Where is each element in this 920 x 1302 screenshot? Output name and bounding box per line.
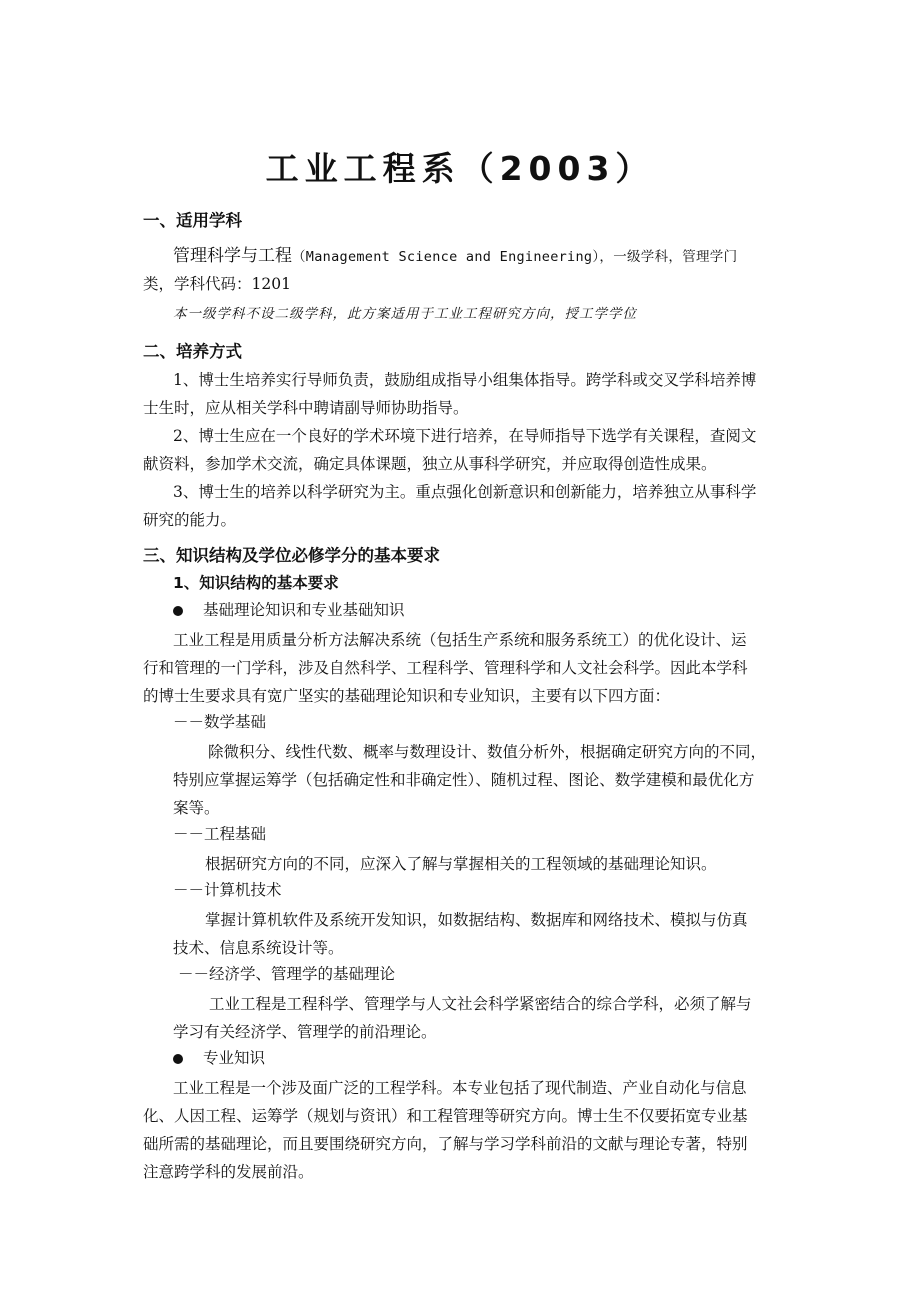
bullet-professional-knowledge-label: 专业知识 bbox=[203, 1049, 266, 1067]
bullet-dot-icon bbox=[173, 606, 183, 616]
prof-line-4: 注意跨学科的发展前沿。 bbox=[143, 1163, 314, 1181]
bullet-professional-knowledge bbox=[173, 1046, 265, 1068]
section1-heading: 一、适用学科 bbox=[143, 211, 242, 230]
training-item-2-line1: 2、博士生应在一个良好的学术环境下进行培养，在导师指导下选学有关课程，查阅文 bbox=[173, 427, 757, 445]
intro-line-1: 工业工程是用质量分析方法解决系统（包括生产系统和服务系统工）的优化设计、运 bbox=[173, 631, 747, 649]
section2-heading: 二、培养方式 bbox=[143, 342, 242, 361]
math-line-2: 特别应掌握运筹学（包括确定性和非确定性）、随机过程、图论、数学建模和最优化方 bbox=[173, 771, 755, 789]
bullet-basic-knowledge bbox=[173, 598, 405, 620]
training-item-1-line1: 1、博士生培养实行导师负责，鼓励组成指导小组集体指导。跨学科或交叉学科培养博 bbox=[173, 371, 757, 389]
prof-line-3: 础所需的基础理论，而且要围绕研究方向，了解与学习学科前沿的文献与理论专著，特别 bbox=[143, 1135, 748, 1153]
training-item-1-line2: 士生时，应从相关学科中聘请副导师协助指导。 bbox=[143, 399, 469, 417]
math-label: －－数学基础 bbox=[173, 713, 267, 731]
bullet-basic-knowledge-label: 基础理论知识和专业基础知识 bbox=[203, 601, 405, 619]
section3-heading: 三、知识结构及学位必修学分的基本要求 bbox=[143, 546, 440, 565]
training-item-3-line1: 3、博士生的培养以科学研究为主。重点强化创新意识和创新能力，培养独立从事科学 bbox=[173, 483, 757, 501]
discipline-line2: 类，学科代码：1201 bbox=[143, 275, 291, 293]
page-title: 工业工程系（2003） bbox=[265, 149, 655, 188]
math-line-1: 除微积分、线性代数、概率与数理设计、数值分析外，根据确定研究方向的不同， bbox=[208, 743, 767, 761]
training-item-3-line2: 研究的能力。 bbox=[143, 511, 237, 529]
math-line-3: 案等。 bbox=[173, 799, 220, 817]
prof-line-2: 化、人因工程、运筹学（规划与资讯）和工程管理等研究方向。博士生不仅要拓宽专业基 bbox=[143, 1107, 748, 1125]
intro-line-2: 行和管理的一门学科，涉及自然科学、工程科学、管理科学和人文社会科学。因此本学科 bbox=[143, 659, 748, 677]
eng-label: －－工程基础 bbox=[173, 825, 267, 843]
cs-line-2: 技术、信息系统设计等。 bbox=[173, 939, 344, 957]
discipline-en: （Management Science and Engineering），一级学科，管理学门 bbox=[292, 249, 738, 265]
bullet-dot-icon bbox=[173, 1054, 183, 1064]
discipline-name: 管理科学与工程 bbox=[173, 246, 292, 266]
prof-line-1: 工业工程是一个涉及面广泛的工程学科。本专业包括了现代制造、产业自动化与信息 bbox=[173, 1079, 747, 1097]
econ-label: －－经济学、管理学的基础理论 bbox=[178, 965, 396, 983]
econ-line-1: 工业工程是工程科学、管理学与人文社会科学紧密结合的综合学科，必须了解与 bbox=[209, 995, 752, 1013]
cs-line-1: 掌握计算机软件及系统开发知识，如数据结构、数据库和网络技术、模拟与仿真 bbox=[205, 911, 748, 929]
econ-line-2: 学习有关经济学、管理学的前沿理论。 bbox=[173, 1023, 437, 1041]
eng-line-1: 根据研究方向的不同，应深入了解与掌握相关的工程领域的基础理论知识。 bbox=[205, 855, 717, 873]
training-item-2-line2: 献资料，参加学术交流，确定具体课题，独立从事科学研究，并应取得创造性成果。 bbox=[143, 455, 717, 473]
discipline-line bbox=[173, 242, 737, 271]
cs-label: －－计算机技术 bbox=[173, 881, 282, 899]
degree-note: 本一级学科不设二级学科，此方案适用于工业工程研究方向，授工学学位 bbox=[173, 306, 637, 322]
subsection-1-heading: 1、知识结构的基本要求 bbox=[173, 574, 339, 592]
intro-line-3: 的博士生要求具有宽广坚实的基础理论知识和专业知识，主要有以下四方面： bbox=[143, 687, 671, 705]
